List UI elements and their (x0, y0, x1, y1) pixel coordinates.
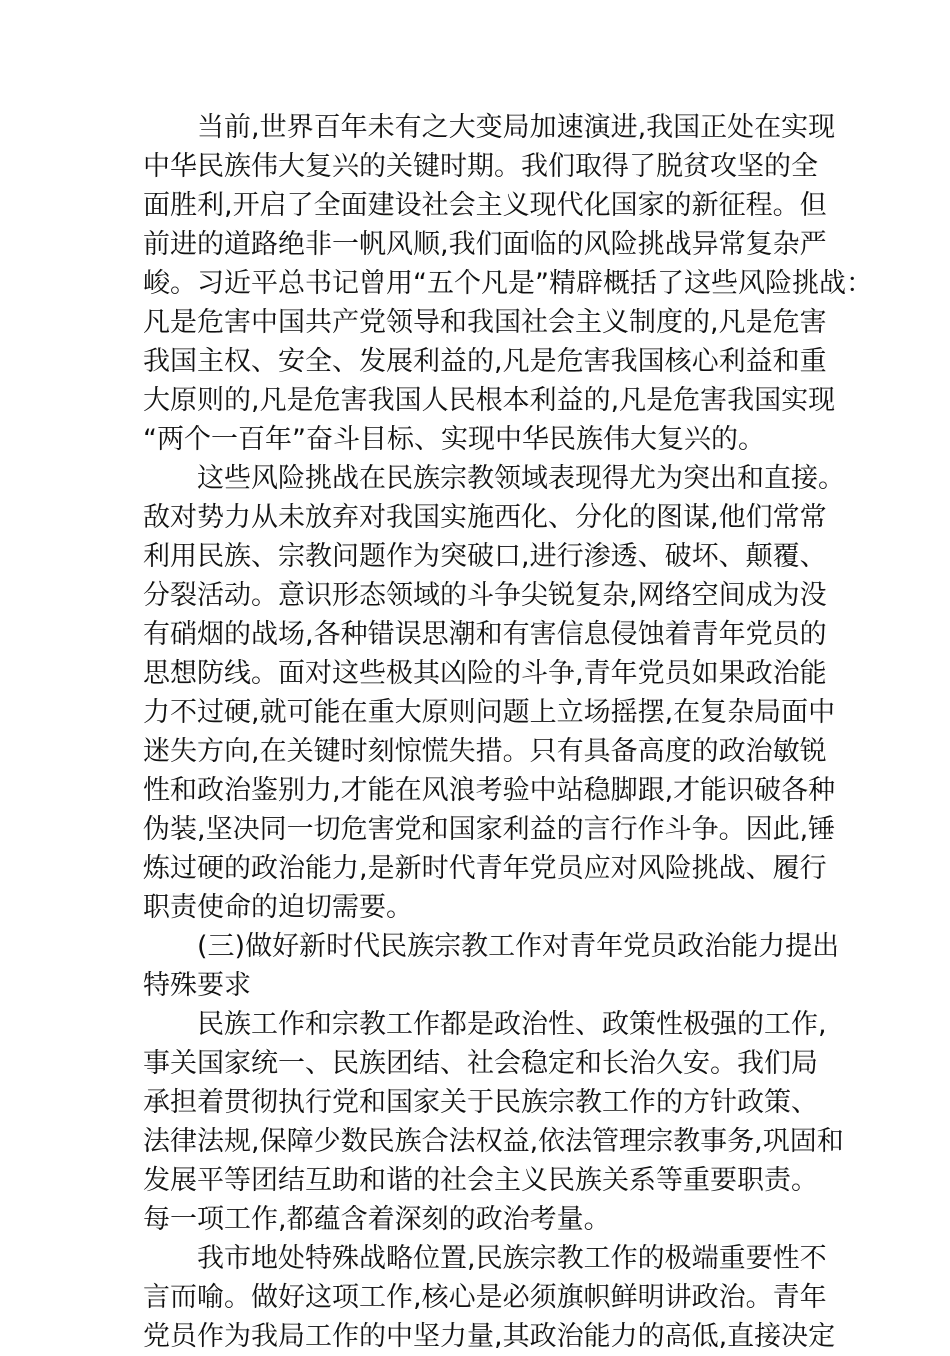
text-line: 大原则的,凡是危害我国人民根本利益的,凡是危害我国实现 (143, 385, 836, 416)
text-line: 承担着贯彻执行党和国家关于民族宗教工作的方针政策、 (143, 1087, 818, 1118)
text-line: (三)做好新时代民族宗教工作对青年党员政治能力提出 (197, 931, 840, 962)
text-line: 事关国家统一、民族团结、社会稳定和长治久安。我们局 (143, 1048, 818, 1079)
text-line: 利用民族、宗教问题作为突破口,进行渗透、破坏、颠覆、 (143, 541, 827, 572)
text-line: 我国主权、安全、发展利益的,凡是危害我国核心利益和重 (143, 346, 827, 377)
text-line: 敌对势力从未放弃对我国实施西化、分化的图谋,他们常常 (143, 502, 827, 533)
text-line: 当前,世界百年未有之大变局加速演进,我国正处在实现 (197, 112, 836, 143)
paragraph-world-changes (143, 108, 873, 459)
paragraph-city-strategic-position (143, 1239, 836, 1356)
text-line: 民族工作和宗教工作都是政治性、政策性极强的工作, (197, 1009, 827, 1040)
text-line: 性和政治鉴别力,才能在风浪考验中站稳脚跟,才能识破各种 (143, 775, 836, 806)
text-line: 我市地处特殊战略位置,民族宗教工作的极端重要性不 (197, 1243, 827, 1274)
text-line: 职责使命的迫切需要。 (143, 892, 413, 923)
text-line: 面胜利,开启了全面建设社会主义现代化国家的新征程。但 (143, 190, 827, 221)
text-line: 迷失方向,在关键时刻惊慌失措。只有具备高度的政治敏锐 (143, 736, 827, 767)
text-line: 伪装,坚决同一切危害党和国家利益的言行作斗争。因此,锤 (143, 814, 836, 845)
text-line: 这些风险挑战在民族宗教领域表现得尤为突出和直接。 (197, 463, 845, 494)
text-line: 中华民族伟大复兴的关键时期。我们取得了脱贫攻坚的全 (143, 151, 818, 182)
text-line: 分裂活动。意识形态领域的斗争尖锐复杂,网络空间成为没 (143, 580, 827, 611)
text-line: 有硝烟的战场,各种错误思潮和有害信息侵蚀着青年党员的 (143, 619, 827, 650)
text-line: 思想防线。面对这些极其凶险的斗争,青年党员如果政治能 (143, 658, 827, 689)
text-line: 凡是危害中国共产党领导和我国社会主义制度的,凡是危害 (143, 307, 827, 338)
text-line: 发展平等团结互助和谐的社会主义民族关系等重要职责。 (143, 1165, 818, 1196)
document-body (143, 108, 873, 1356)
text-line: “两个一百年”奋斗目标、实现中华民族伟大复兴的。 (143, 424, 765, 455)
text-line: 法律法规,保障少数民族合法权益,依法管理宗教事务,巩固和 (143, 1126, 844, 1157)
text-line: 党员作为我局工作的中坚力量,其政治能力的高低,直接决定 (143, 1321, 836, 1352)
text-line: 炼过硬的政治能力,是新时代青年党员应对风险挑战、履行 (143, 853, 827, 884)
text-line: 特殊要求 (143, 970, 251, 1001)
paragraph-risk-challenges (143, 459, 845, 927)
text-line: 力不过硬,就可能在重大原则问题上立场摇摆,在复杂局面中 (143, 697, 836, 728)
paragraph-ethnic-religious-work (143, 1005, 844, 1239)
section-heading (143, 927, 840, 1005)
text-line: 每一项工作,都蕴含着深刻的政治考量。 (143, 1204, 611, 1235)
text-line: 峻。习近平总书记曾用“五个凡是”精辟概括了这些风险挑战： (143, 268, 873, 299)
text-line: 言而喻。做好这项工作,核心是必须旗帜鲜明讲政治。青年 (143, 1282, 827, 1313)
text-line: 前进的道路绝非一帆风顺,我们面临的风险挑战异常复杂严 (143, 229, 827, 260)
